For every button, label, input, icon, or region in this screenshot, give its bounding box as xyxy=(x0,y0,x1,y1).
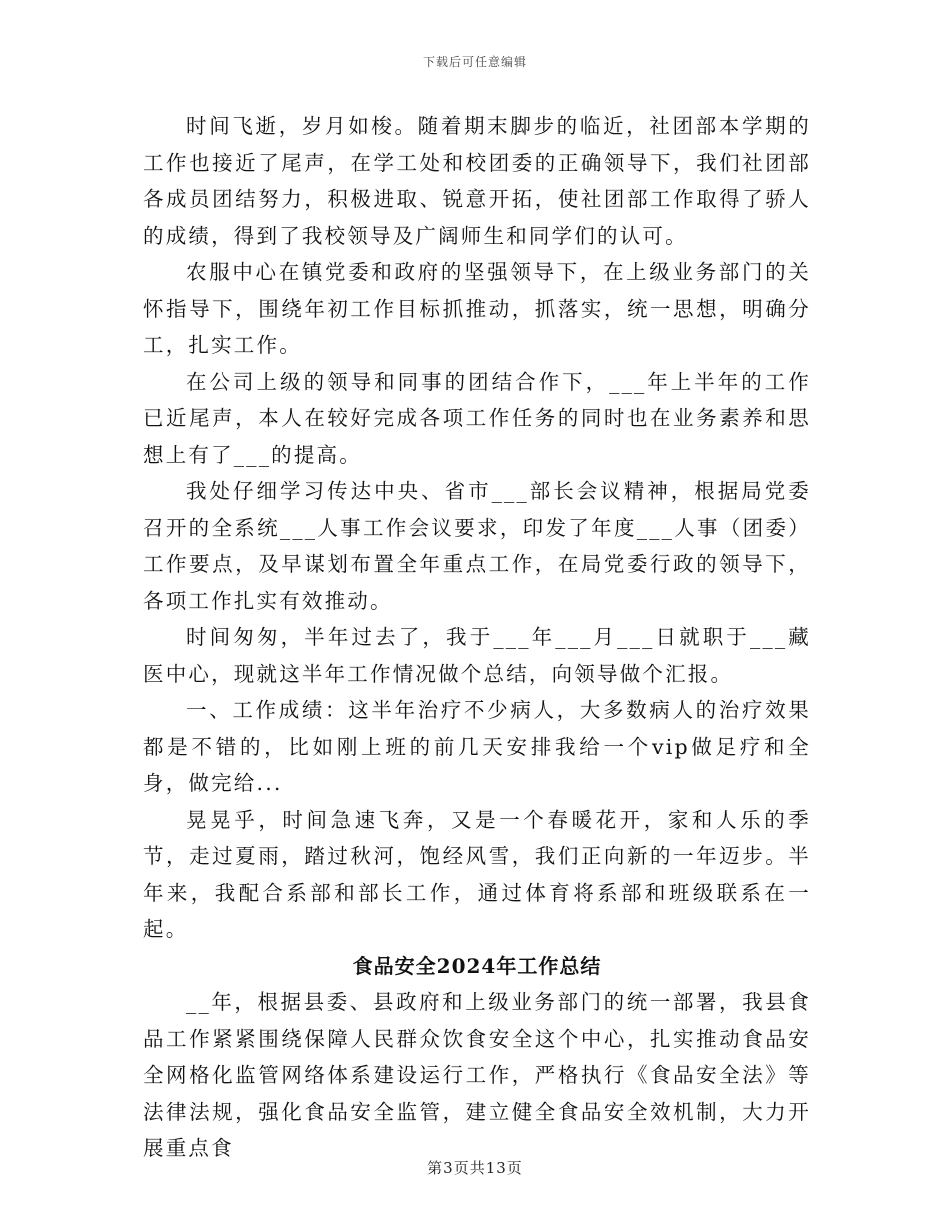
page-header: 下载后可任意编辑 xyxy=(422,55,527,69)
page-number: 第3页共13页 xyxy=(427,1159,523,1177)
document-body xyxy=(143,108,811,1167)
paragraph-5: 时间匆匆，半年过去了，我于___年___月___日就职于___藏医中心，现就这半年工作情况做个总结，向领导做个汇报。 xyxy=(143,625,811,686)
section-title: 食品安全2024年工作总结 xyxy=(352,953,602,978)
paragraph-6: 一、工作成绩：这半年治疗不少病人，大多数病人的治疗效果都是不错的，比如刚上班的前几天安排我给一个vip做足疗和全身，做完给... xyxy=(143,698,811,795)
section-paragraph: __年，根据县委、县政府和上级业务部门的统一部署，我县食品工作紧紧围绕保障人民群众饮食安全这个中心，扎实推动食品安全网格化监管网络体系建设运行工作，严格执行《食品安全法》等法律法规，强化食品安全监管，建立健全食品安全效机制，大力开展重点食 xyxy=(143,990,811,1160)
paragraph-4: 我处仔细学习传达中央、省市___部长会议精神，根据局党委召开的全系统___人事工作会议要求，印发了年度___人事（团委）工作要点，及早谋划布置全年重点工作，在局党委行政的领导下，各项工作扎实有效推动。 xyxy=(143,479,811,613)
paragraph-1: 时间飞逝，岁月如梭。随着期末脚步的临近，社团部本学期的工作也接近了尾声，在学工处和校团委的正确领导下，我们社团部各成员团结努力，积极进取、锐意开拓，使社团部工作取得了骄人的成绩，得到了我校领导及广阔师生和同学们的认可。 xyxy=(143,114,811,248)
paragraph-2: 农服中心在镇党委和政府的坚强领导下，在上级业务部门的关怀指导下，围绕年初工作目标抓推动，抓落实，统一思想，明确分工，扎实工作。 xyxy=(143,260,811,357)
paragraph-7: 晃晃乎，时间急速飞奔，又是一个春暖花开，家和人乐的季节，走过夏雨，踏过秋河，饱经风雪，我们正向新的一年迈步。半年来，我配合系部和部长工作，通过体育将系部和班级联系在一起。 xyxy=(143,807,811,941)
paragraph-3: 在公司上级的领导和同事的团结合作下，___年上半年的工作已近尾声，本人在较好完成各项工作任务的同时也在业务素养和思想上有了___的提高。 xyxy=(143,369,811,467)
